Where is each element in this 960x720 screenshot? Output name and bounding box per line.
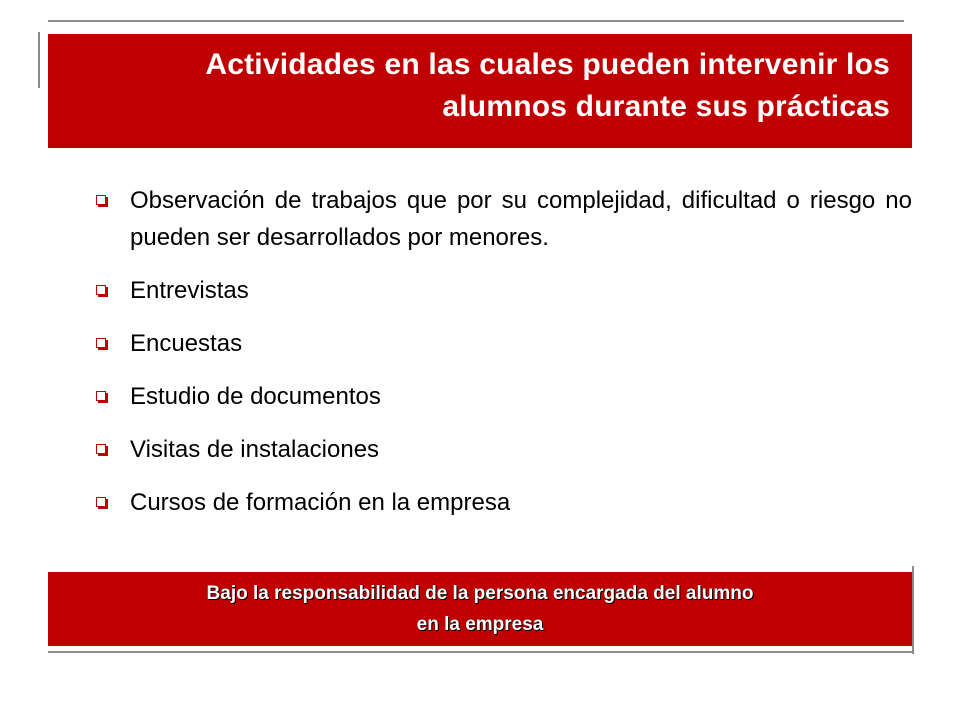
bottom-divider-line [48,651,912,653]
responsibility-banner [48,572,912,646]
list-item [96,182,912,256]
responsibility-note-line-1: Bajo la responsabilidad de la persona encargada del alumno [206,583,754,604]
slide-title [68,44,890,128]
list-item-text: Visitas de instalaciones [130,436,380,463]
list-item [96,484,912,521]
hollow-square-bullet-icon [96,338,106,348]
hollow-square-bullet-icon [96,391,106,401]
hollow-square-bullet-icon [96,285,106,295]
list-item [96,431,912,468]
responsibility-note-line-2: en la empresa [416,614,544,635]
hollow-square-bullet-icon [96,497,106,507]
activities-list [96,182,912,537]
list-item-text: Observación de trabajos que por su complejidad, dificultad o riesgo no pueden ser desarrollados por menores. [130,187,912,251]
top-divider-line [48,20,904,22]
slide-title-line-2: alumnos durante sus prácticas [442,90,890,123]
list-item-text: Estudio de documentos [130,383,381,410]
slide-title-line-1: Actividades en las cuales pueden intervenir los [205,48,890,81]
list-item [96,325,912,362]
title-banner [48,34,912,148]
list-item-text: Cursos de formación en la empresa [130,489,511,516]
left-divider-line [38,32,40,88]
list-item-text: Entrevistas [130,277,249,304]
list-item-text: Encuestas [130,330,243,357]
hollow-square-bullet-icon [96,444,106,454]
right-divider-line [912,566,914,654]
hollow-square-bullet-icon [96,195,106,205]
list-item [96,378,912,415]
list-item [96,272,912,309]
